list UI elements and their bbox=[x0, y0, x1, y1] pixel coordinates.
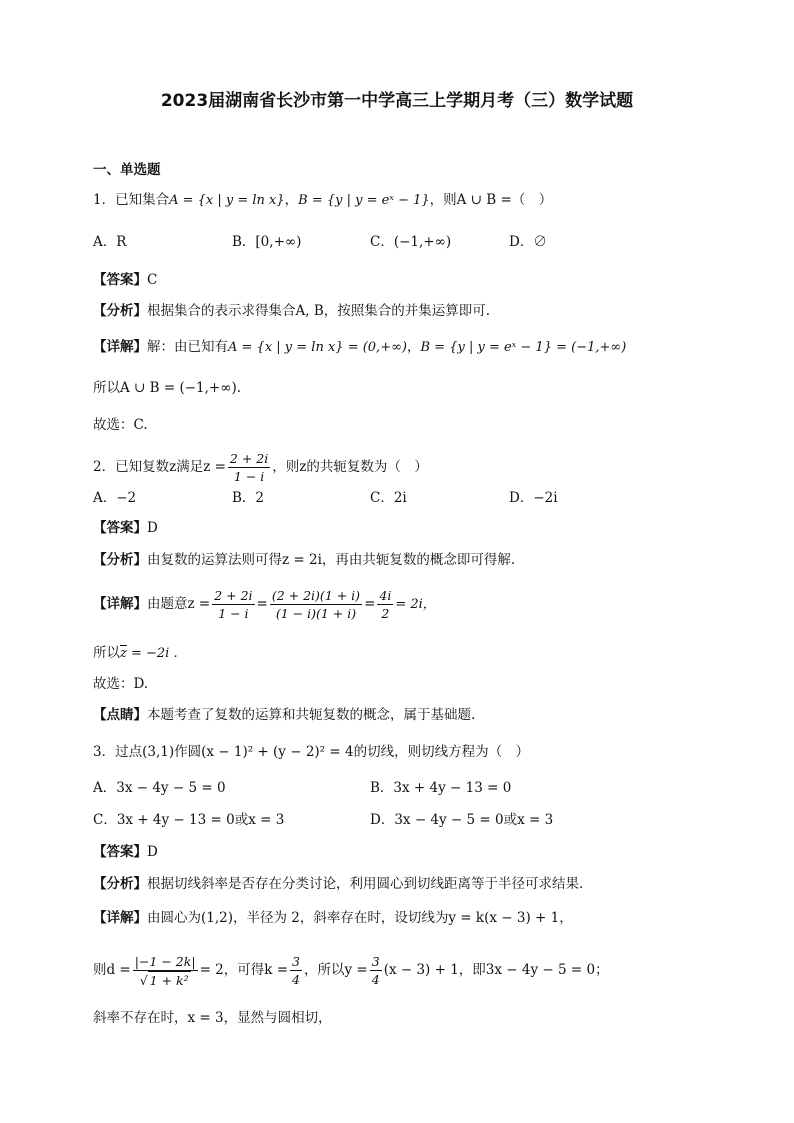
q1-option-b: B．[0,+∞) bbox=[232, 234, 302, 250]
q3-distance: 则d = $\frac{|-1 - 2k|}{\text{√ 1 + k²}}$ = 2，可得k = $\frac{3}{4}$ ，所以y = $\frac{3}{4}$ (x − 3) + 1，即3x − 4y − 5 = 0； bbox=[93, 953, 609, 988]
q2-conjugate: 所以$\overline{z} = -2i$ . bbox=[93, 645, 178, 661]
q2-option-d: D．−2i bbox=[509, 490, 558, 506]
q1-answer: 【答案】C bbox=[93, 272, 158, 288]
q1-analysis: 【分析】根据集合的表示求得集合A, B，按照集合的并集运算即可. bbox=[93, 303, 491, 319]
q1-stem: 1．已知集合A = {x | y = ln x}，B = {y | y = eˣ − 1}，则A ∪ B =（ ） bbox=[93, 192, 553, 208]
q1-set-a: A = {x | y = ln x} bbox=[169, 193, 285, 208]
q3-analysis: 【分析】根据切线斜率是否存在分类讨论，利用圆心到切线距离等于半径可求结果． bbox=[93, 876, 593, 892]
q2-option-c: C．2i bbox=[370, 490, 407, 506]
q2-choose: 故选：D. bbox=[93, 676, 149, 692]
q2-answer: 【答案】D bbox=[93, 520, 158, 536]
q2-option-a: A．−2 bbox=[93, 490, 137, 506]
q1-option-d: D．∅ bbox=[509, 234, 547, 250]
q2-detail: 【详解】由题意z = $\frac{2 + 2i}{1 - i}$ = $\frac{(2 + 2i)(1 + i)}{(1 - i)(1 + i)}$ = $\frac{4i}{2}$ = 2i， bbox=[93, 588, 436, 621]
q2-analysis: 【分析】由复数的运算法则可得z = 2i，再由共轭复数的概念即可得解. bbox=[93, 552, 516, 568]
q1-detail: 【详解】解：由已知有A = {x | y = ln x} = (0,+∞)，B = {y | y = eˣ − 1} = (−1,+∞) bbox=[93, 339, 627, 355]
q3-detail: 【详解】由圆心为(1,2)，半径为 2，斜率存在时，设切线为y = k(x − 3) + 1， bbox=[93, 910, 573, 926]
q3-stem: 3．过点(3,1)作圆(x − 1)² + (y − 2)² = 4的切线，则切线方程为（ ） bbox=[93, 744, 530, 760]
q2-fraction: $\frac{2 + 2i}{1 - i}$ bbox=[229, 451, 269, 484]
q2-comment: 【点睛】本题考查了复数的运算和共轭复数的概念，属于基础题. bbox=[93, 707, 476, 723]
q3-answer: 【答案】D bbox=[93, 844, 158, 860]
q3-option-b: B．3x + 4y − 13 = 0 bbox=[370, 780, 512, 796]
q2-option-b: B．2 bbox=[232, 490, 265, 506]
q1-set-b: B = {y | y = eˣ − 1} bbox=[298, 193, 430, 208]
page-title: 2023届湖南省长沙市第一中学高三上学期月考（三）数学试题 bbox=[160, 91, 634, 111]
q3-option-a: A．3x − 4y − 5 = 0 bbox=[93, 780, 226, 796]
q1-option-a: A．R bbox=[93, 234, 127, 250]
q3-option-d: D．3x − 4y − 5 = 0或x = 3 bbox=[370, 812, 554, 828]
q3-no-slope: 斜率不存在时，x = 3，显然与圆相切， bbox=[93, 1010, 332, 1026]
q1-choose: 故选：C. bbox=[93, 417, 148, 433]
q2-stem: 2．已知复数z满足z = $\frac{2 + 2i}{1 - i}$ ，则z的共轭复数为（ ） bbox=[93, 451, 428, 484]
q1-option-c: C．(−1,+∞) bbox=[370, 234, 452, 250]
q1-detail-union: 所以A ∪ B = (−1,+∞). bbox=[93, 380, 242, 396]
q3-option-c: C．3x + 4y − 13 = 0或x = 3 bbox=[93, 812, 285, 828]
section-heading: 一、单选题 bbox=[93, 162, 161, 178]
